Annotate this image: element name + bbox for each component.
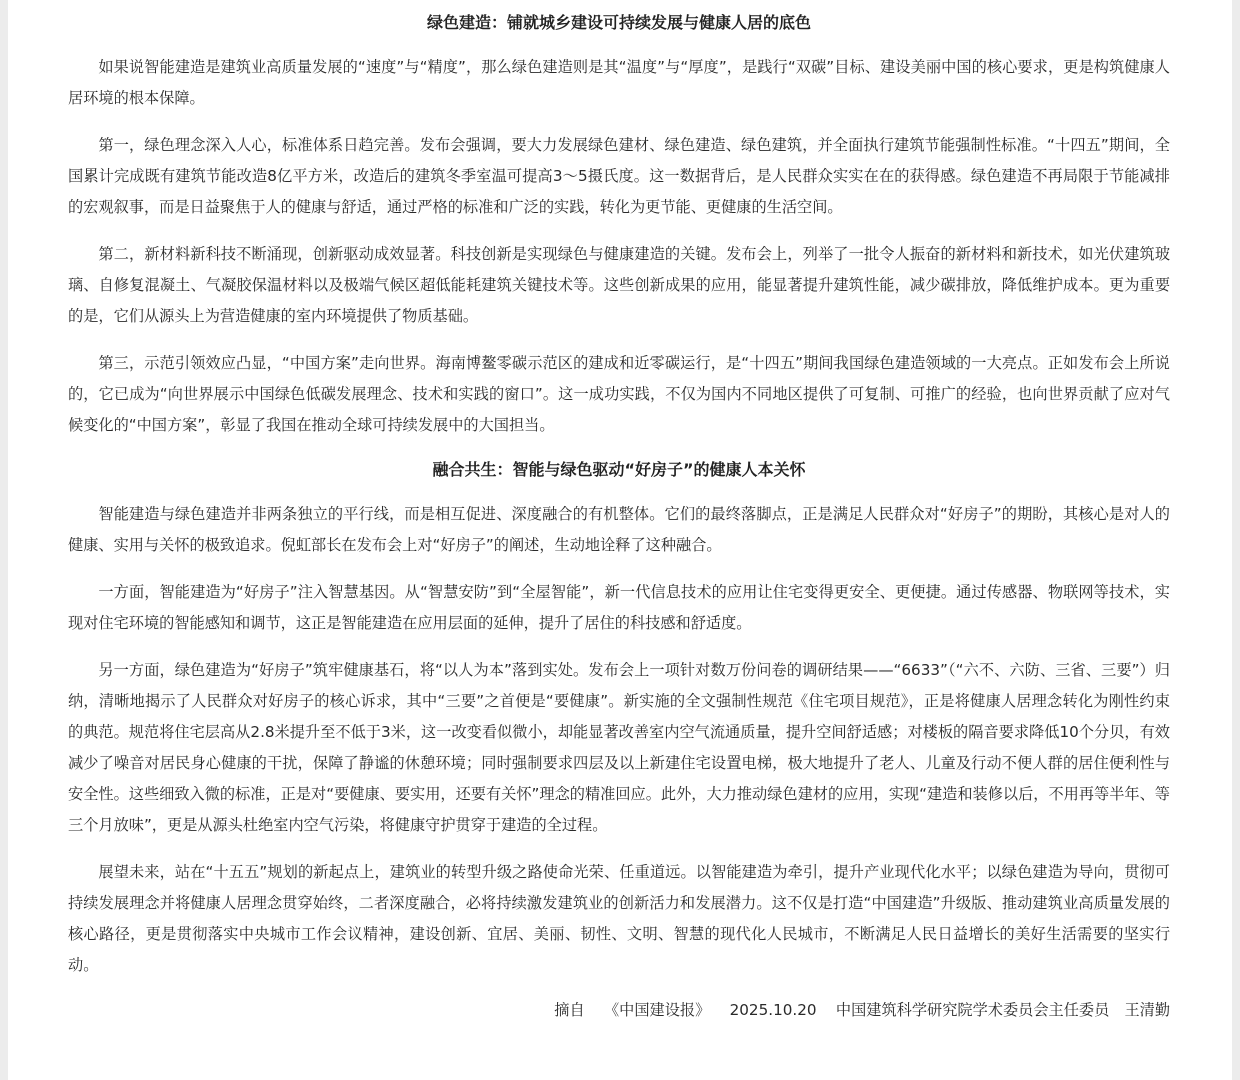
- paragraph-intro: 如果说智能建造是建筑业高质量发展的“速度”与“精度”，那么绿色建造则是其“温度”与“厚度”，是践行“双碳”目标、建设美丽中国的核心要求，更是构筑健康人居环境的根本保障。: [68, 58, 1170, 107]
- source-date: 2025.10.20: [729, 1001, 817, 1019]
- source-attribution: [68, 997, 1170, 1023]
- source-publication: 《中国建设报》: [603, 1001, 711, 1019]
- paragraph-green-building: 另一方面，绿色建造为“好房子”筑牢健康基石，将“以人为本”落到实处。发布会上一项针对数万份问卷的调研结果——“6633”（“六不、六防、三省、三要”）归纳，清晰地揭示了人民群众对好房子的核心诉求，其中“三要”之首便是“要健康”。新实施的全文强制性规范《住宅项目规范》，正是将健康人居理念转化为刚性约束的典范。规范将住宅层高从2.8米提升至不低于3米，这一改变看似微小，却能显著改善室内空气流通质量，提升空间舒适感；对楼板的隔音要求降低10个分贝，有效减少了噪音对居民身心健康的干扰，保障了静谧的休憩环境；同时强制要求四层及以上新建住宅设置电梯，极大地提升了老人、儿童及行动不便人群的居住便利性与安全性。这些细致入微的标准，正是对“要健康、要实用，还要有关怀”理念的精准回应。此外，大力推动绿色建材的应用，实现“建造和装修以后，不用再等半年、等三个月放味”，更是从源头杜绝室内空气污染，将健康守护贯穿于建造的全过程。: [68, 661, 1170, 834]
- section-title-integration: 融合共生：智能与绿色驱动“好房子”的健康人本关怀: [432, 460, 806, 479]
- section-title-green-construction: 绿色建造：铺就城乡建设可持续发展与健康人居的底色: [426, 13, 811, 32]
- paragraph-third: 第三，示范引领效应凸显，“中国方案”走向世界。海南博鳌零碳示范区的建成和近零碳运行，是“十四五”期间我国绿色建造领域的一大亮点。正如发布会上所说的，它已成为“向世界展示中国绿色低碳发展理念、技术和实践的窗口”。这一成功实践，不仅为国内不同地区提供了可复制、可推广的经验，也向世界贡献了应对气候变化的“中国方案”，彰显了我国在推动全球可持续发展中的大国担当。: [68, 354, 1170, 434]
- paragraph-outlook: 展望未来，站在“十五五”规划的新起点上，建筑业的转型升级之路使命光荣、任重道远。以智能建造为牵引，提升产业现代化水平；以绿色建造为导向，贯彻可持续发展理念并将健康人居理念贯穿始终，二者深度融合，必将持续激发建筑业的创新活力和发展潜力。这不仅是打造“中国建造”升级版、推动建筑业高质量发展的核心路径，更是贯彻落实中央城市工作会议精神，建设创新、宜居、美丽、韧性、文明、智慧的现代化人民城市，不断满足人民日益增长的美好生活需要的坚实行动。: [68, 863, 1170, 974]
- paragraph-second: 第二，新材料新科技不断涌现，创新驱动成效显著。科技创新是实现绿色与健康建造的关键。发布会上，列举了一批令人振奋的新材料和新技术，如光伏建筑玻璃、自修复混凝土、气凝胶保温材料以及极端气候区超低能耗建筑关键技术等。这些创新成果的应用，能显著提升建筑性能，减少碳排放，降低维护成本。更为重要的是，它们从源头上为营造健康的室内环境提供了物质基础。: [68, 245, 1170, 325]
- paragraph-smart-building: 一方面，智能建造为“好房子”注入智慧基因。从“智慧安防”到“全屋智能”，新一代信息技术的应用让住宅变得更安全、更便捷。通过传感器、物联网等技术，实现对住宅环境的智能感知和调节，这正是智能建造在应用层面的延伸，提升了居住的科技感和舒适度。: [68, 583, 1170, 632]
- source-author: 中国建筑科学研究院学术委员会主任委员 王清勤: [835, 1001, 1170, 1019]
- paragraph-integration-intro: 智能建造与绿色建造并非两条独立的平行线，而是相互促进、深度融合的有机整体。它们的最终落脚点，正是满足人民群众对“好房子”的期盼，其核心是对人的健康、实用与关怀的极致追求。倪虹部长在发布会上对“好房子”的阐述，生动地诠释了这种融合。: [68, 505, 1170, 554]
- source-prefix: 摘自: [554, 1001, 585, 1019]
- paragraph-first: 第一，绿色理念深入人心，标准体系日趋完善。发布会强调，要大力发展绿色建材、绿色建造、绿色建筑，并全面执行建筑节能强制性标准。“十四五”期间，全国累计完成既有建筑节能改造8亿平方米，改造后的建筑冬季室温可提高3～5摄氏度。这一数据背后，是人民群众实实在在的获得感。绿色建造不再局限于节能减排的宏观叙事，而是日益聚焦于人的健康与舒适，通过严格的标准和广泛的实践，转化为更节能、更健康的生活空间。: [68, 136, 1170, 216]
- article-page: [8, 0, 1232, 1080]
